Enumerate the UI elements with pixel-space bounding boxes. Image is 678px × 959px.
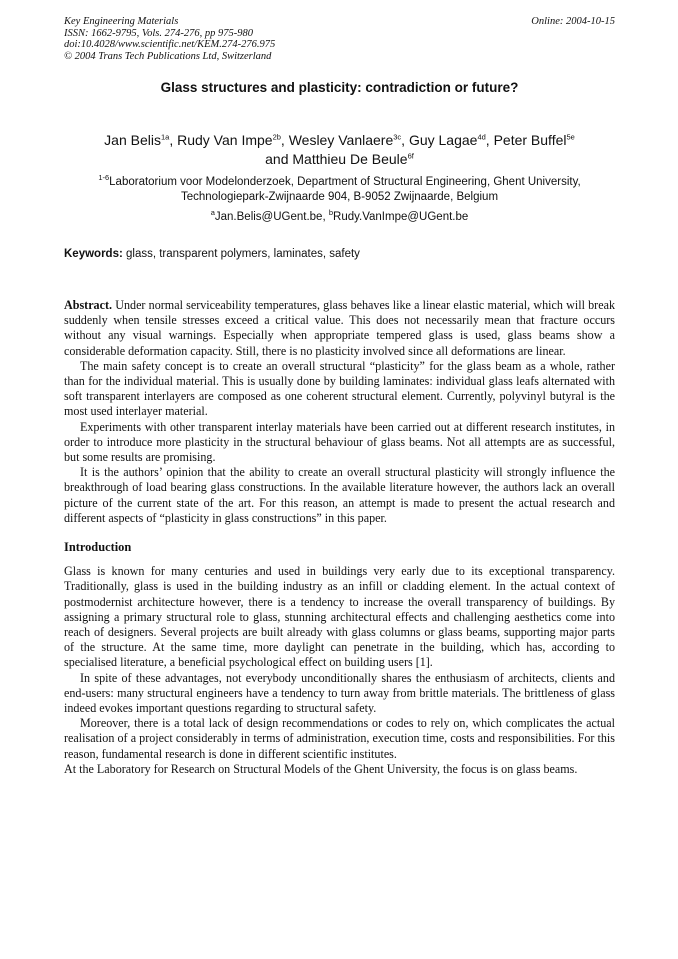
email-separator: , <box>322 211 329 223</box>
email-a: Jan.Belis@UGent.be <box>214 211 323 223</box>
abstract-text: Under normal serviceability temperatures, glass behaves like a linear elastic material, which will break suddenly when tensile stresses exceed a critical value. This does not necessarily mean that fracture occurs without any visual warnings. Especially when appropriate tempered glass is used, glass beams show a considerable deformation capacity. Still, there is no plasticity involved since all deformations are linear. <box>64 298 615 358</box>
author-list <box>64 131 615 169</box>
author-line-1 <box>64 131 615 150</box>
author-sup: 2b <box>272 132 281 142</box>
affiliation <box>64 175 615 205</box>
author-sup: 4d <box>477 132 486 142</box>
affiliation-sup: 1-6 <box>98 173 110 183</box>
email-b: Rudy.VanImpe@UGent.be <box>333 211 469 223</box>
abstract-paragraph <box>64 298 615 359</box>
journal-header <box>64 16 615 62</box>
keywords-text: glass, transparent polymers, laminates, safety <box>122 248 360 260</box>
author-sup: 6f <box>407 151 414 161</box>
abstract-label: Abstract. <box>64 298 113 312</box>
author-emails <box>64 208 615 223</box>
author-name: and Matthieu De Beule <box>265 151 408 167</box>
author-separator: , <box>485 132 494 148</box>
author-name: Peter Buffel <box>493 132 567 148</box>
keywords-label: Keywords: <box>64 248 123 260</box>
online-date: Online: 2004-10-15 <box>531 16 615 27</box>
affiliation-line-2: Technologiepark-Zwijnaarde 904, B-9052 Zwijnaarde, Belgium <box>180 191 499 203</box>
doi-line: doi:10.4028/www.scientific.net/KEM.274-276.975 <box>64 39 276 50</box>
copyright-line: © 2004 Trans Tech Publications Ltd, Switzerland <box>64 50 272 62</box>
affiliation-text: Laboratorium voor Modelonderzoek, Department of Structural Engineering, Ghent University, <box>109 176 581 188</box>
body-paragraph: Moreover, there is a total lack of design recommendations or codes to rely on, which complicates the actual realisation of a project considerably in terms of administration, execution time, costs and responsibilities. For this reason, fundamental research is done in different scientific institutes. <box>64 716 615 761</box>
paper-body <box>64 298 615 777</box>
abstract-paragraph: Experiments with other transparent interlay materials have been carried out at different research institutes, in order to introduce more plasticity in the structural behaviour of glass beams. Not all attempts are as successful, but some results are promising. <box>64 419 615 465</box>
paper-title: Glass structures and plasticity: contradiction or future? <box>160 80 519 95</box>
email-sup: b <box>328 208 334 218</box>
author-separator: , <box>280 132 289 148</box>
author-name: Rudy Van Impe <box>177 132 273 148</box>
journal-name: Key Engineering Materials <box>64 16 179 27</box>
body-paragraph: In spite of these advantages, not everybody unconditionally shares the enthusiasm of architects, clients and end-users: many structural engineers have a tendency to turn away from brittle materials. The brittleness of glass indeed evokes important questions regarding to structural safety. <box>64 670 615 716</box>
author-separator: , <box>401 132 409 148</box>
affiliation-line-1 <box>64 175 615 190</box>
email-sup: a <box>210 208 215 218</box>
section-heading: Introduction <box>64 540 132 555</box>
author-line-2 <box>64 150 615 169</box>
author-sup: 1a <box>160 132 170 142</box>
body-paragraph: Glass is known for many centuries and used in buildings very early due to its exceptional transparency. Traditionally, glass is used in the building industry as an infill or cladding element. In the actual context of postmodernist architecture however, there is a tendency to increase the overall transparency of buildings. By assigning a primary structural role to glass, stunning architectural effects and challenging aesthetics come into reach of designers. Several projects are built already with glass columns or glass beams, supporting major parts of the structure. At the same time, more daylight can penetrate in the building, which has, according to specialised literature, a beneficial psychological effect on building users [1]. <box>64 564 615 670</box>
author-separator: , <box>169 132 178 148</box>
author-name: Wesley Vanlaere <box>288 132 394 148</box>
author-name: Guy Lagae <box>408 132 478 148</box>
keywords <box>64 248 615 260</box>
abstract-paragraph: The main safety concept is to create an overall structural “plasticity” for the glass beam as a whole, rather than for the individual material. This is usually done by building laminates: individual glass leafs alternated with soft transparent interlayers are composed as one coherent structural element. Currently, polyvinyl butyral is the most used interlayer material. <box>64 358 615 419</box>
issn-line: ISSN: 1662-9795, Vols. 274-276, pp 975-980 <box>64 27 253 39</box>
abstract-paragraph: It is the authors’ opinion that the ability to create an overall structural plasticity will strongly influence the breakthrough of load bearing glass constructions. In the available literature however, the authors lack an overall picture of the current state of the art. For this reason, an attempt is made to present the actual research and different aspects of “plasticity in glass constructions” in this paper. <box>64 465 615 525</box>
author-sup: 3c <box>393 132 402 142</box>
author-name: Jan Belis <box>104 132 161 148</box>
body-paragraph: At the Laboratory for Research on Structural Models of the Ghent University, the focus is on glass beams. <box>64 761 578 776</box>
author-sup: 5e <box>566 132 575 142</box>
